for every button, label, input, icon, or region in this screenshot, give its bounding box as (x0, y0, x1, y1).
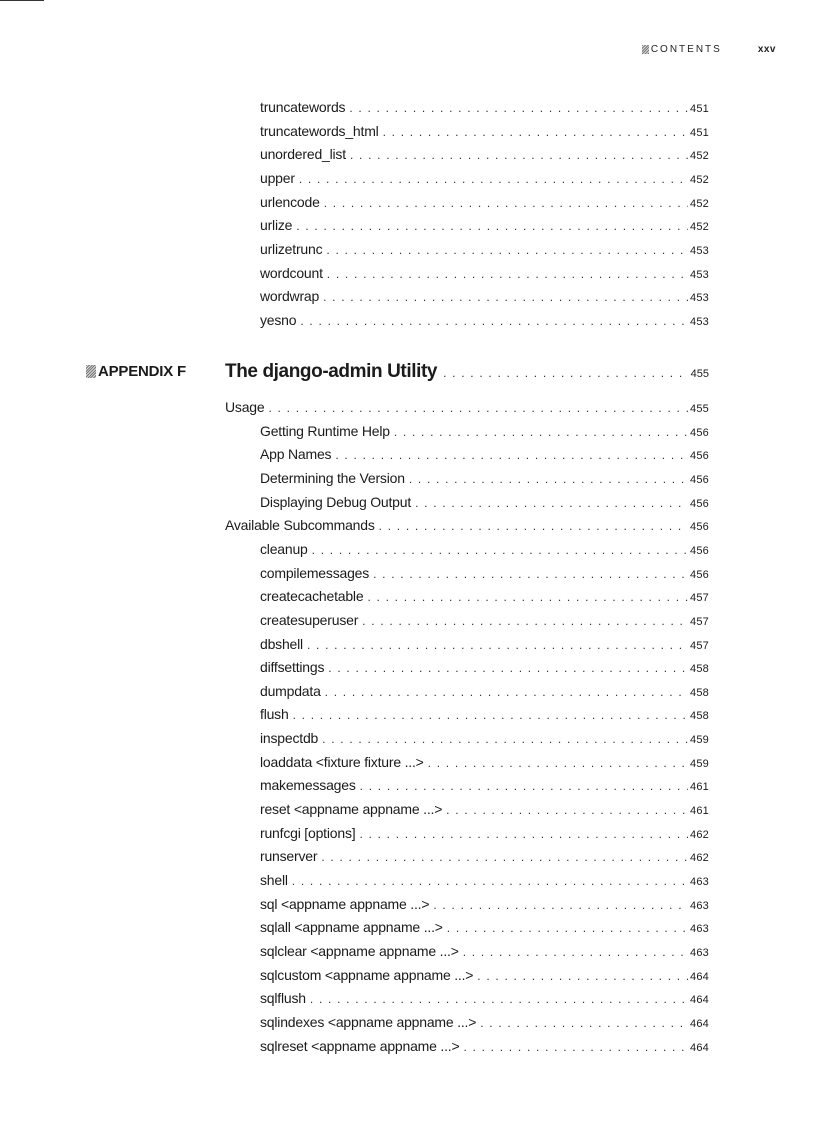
toc-entry[interactable] (260, 800, 709, 820)
toc-entry-title: Available Subcommands (225, 517, 375, 534)
toc-entry[interactable] (260, 989, 709, 1009)
toc-entry-title: wordcount (260, 264, 323, 281)
toc-entry-title: inspectdb (260, 730, 319, 747)
toc-entry-title: dbshell (260, 635, 303, 652)
toc-entry-page: 464 (690, 994, 709, 1007)
toc-entry[interactable] (260, 942, 709, 962)
leader-dots (362, 612, 688, 630)
toc-entry-title: createsuperuser (260, 611, 359, 628)
toc-entry-title: sqlcustom <appname appname ...> (260, 966, 474, 983)
toc-entry[interactable] (260, 122, 709, 142)
leader-dots (477, 967, 688, 985)
leader-dots (296, 217, 688, 235)
leader-dots (443, 366, 689, 380)
toc-entry-page: 457 (690, 615, 709, 628)
toc-entry-page: 463 (690, 923, 709, 936)
toc-entry-title: loaddata <fixture fixture ...> (260, 753, 424, 770)
toc-entry-page: 463 (690, 876, 709, 888)
toc-entry-title: upper (260, 169, 295, 186)
leader-dots (325, 683, 688, 701)
toc-entry[interactable] (260, 729, 709, 749)
toc-entry-title: truncatewords_html (260, 122, 379, 139)
toc-entry[interactable] (260, 895, 709, 915)
leader-dots (446, 801, 688, 819)
leader-dots (335, 446, 688, 464)
toc-entry[interactable] (260, 311, 709, 331)
leader-dots (292, 872, 688, 890)
toc-entry-page: 464 (690, 970, 709, 983)
toc-entry-title: sqlall <appname appname ...> (260, 919, 443, 936)
toc-entry-page: 457 (690, 592, 709, 605)
leader-dots (326, 241, 688, 259)
toc-entry[interactable] (260, 966, 709, 986)
leader-dots (373, 565, 688, 583)
leader-dots (463, 1038, 688, 1056)
toc-entry-title: shell (260, 872, 288, 888)
toc-entry-title: runfcgi [options] (260, 824, 356, 841)
toc-entry-title: sqlclear <appname appname ...> (260, 942, 459, 959)
leader-dots (299, 170, 688, 188)
toc-entry-page: 453 (690, 292, 709, 305)
toc-entry-title: diffsettings (260, 659, 325, 676)
toc-entry[interactable] (260, 635, 709, 655)
leader-dots (379, 517, 688, 535)
toc-entry-title: createcachetable (260, 588, 364, 605)
toc-entry-page: 458 (690, 686, 709, 699)
toc-entry[interactable] (260, 847, 709, 867)
toc-entry-title: Determining the Version (260, 469, 405, 486)
toc-entry-page: 453 (690, 244, 709, 257)
leader-dots (480, 1014, 688, 1032)
toc-entry-page: 464 (690, 1041, 709, 1054)
toc-entry-title: makemessages (260, 777, 356, 794)
toc-entry[interactable] (260, 658, 709, 678)
leader-dots (327, 265, 688, 283)
toc-entry-title: flush (260, 706, 289, 723)
leader-dots (360, 777, 688, 795)
toc-entry-title: urlize (260, 217, 293, 234)
toc-entry[interactable] (225, 398, 709, 418)
toc-entry[interactable] (260, 240, 709, 260)
toc-entry[interactable] (260, 824, 709, 844)
toc-entry-page: 453 (690, 268, 709, 281)
leader-dots (324, 194, 688, 212)
toc-entry[interactable] (260, 776, 709, 796)
toc-entry-page: 461 (690, 805, 709, 818)
toc-entry[interactable] (260, 871, 709, 891)
running-head (642, 44, 776, 55)
section-marker-icon (642, 45, 649, 54)
toc-entry-page: 452 (690, 221, 709, 234)
toc-entry-title: dumpdata (260, 682, 321, 699)
leader-dots (383, 123, 688, 141)
leader-dots (268, 399, 688, 417)
toc-entry-title: sqlreset <appname appname ...> (260, 1037, 460, 1054)
toc-entry-title: runserver (260, 848, 318, 865)
chapter-title: The django-admin Utility (225, 361, 438, 382)
toc-entry[interactable] (260, 682, 709, 702)
leader-dots (415, 494, 688, 512)
leader-dots (433, 896, 688, 914)
leader-dots (428, 754, 688, 772)
chapter-entry[interactable] (225, 361, 709, 383)
leader-dots (359, 825, 688, 843)
toc-entry[interactable] (260, 445, 709, 465)
toc-entry-page: 459 (690, 734, 709, 747)
toc-entry[interactable] (260, 587, 709, 607)
toc-entry[interactable] (260, 216, 709, 236)
toc-entry-page: 456 (690, 521, 709, 534)
leader-dots (367, 588, 688, 606)
toc-entry[interactable] (260, 1013, 709, 1033)
toc-entry[interactable] (260, 169, 709, 189)
toc-entry-page: 459 (690, 757, 709, 770)
toc-entry[interactable] (260, 264, 709, 284)
leader-dots (300, 312, 688, 330)
running-head-section: CONTENTS (650, 44, 722, 55)
toc-entry[interactable] (260, 422, 709, 442)
toc-entry-page: 456 (690, 568, 709, 581)
leader-dots (350, 146, 688, 164)
toc-entry-page: 456 (690, 497, 709, 510)
toc-entry[interactable] (260, 705, 709, 725)
toc-entry-title: cleanup (260, 540, 308, 557)
toc-entry-page: 452 (690, 150, 709, 163)
toc-entry-page: 458 (690, 663, 709, 676)
toc-entry-page: 461 (690, 781, 709, 794)
appendix-marker-icon (86, 365, 96, 378)
leader-dots (310, 990, 688, 1008)
leader-dots (321, 848, 688, 866)
toc-entry-page: 452 (690, 197, 709, 210)
toc-entry-title: urlizetrunc (260, 240, 323, 257)
toc-entry-title: sqlindexes <appname appname ...> (260, 1013, 477, 1030)
toc-entry[interactable] (260, 611, 709, 631)
leader-dots (293, 706, 688, 724)
appendix-label (86, 363, 186, 380)
corner-rule (0, 0, 44, 1)
leader-dots (463, 943, 688, 961)
toc-entry-title: urlencode (260, 193, 320, 210)
toc-entry-title: Getting Runtime Help (260, 422, 390, 439)
toc-entry-title: wordwrap (260, 288, 320, 305)
leader-dots (307, 636, 688, 654)
running-head-page-number: xxv (757, 44, 776, 55)
toc-entry-page: 462 (690, 828, 709, 841)
toc-entry-page: 456 (690, 426, 709, 439)
toc-entry[interactable] (260, 753, 709, 773)
toc-entry-title: sql <appname appname ...> (260, 895, 430, 912)
toc-entry-title: Displaying Debug Output (260, 493, 412, 510)
toc-entry[interactable] (260, 98, 709, 118)
toc-entry-page: 452 (690, 173, 709, 186)
toc-entry[interactable] (260, 918, 709, 938)
appendix-label-text: APPENDIX F (98, 363, 187, 380)
toc-entry[interactable] (260, 1037, 709, 1057)
toc-entry[interactable] (260, 493, 709, 513)
toc-entry-title: reset <appname appname ...> (260, 801, 443, 818)
toc-entry-page: 463 (690, 899, 709, 912)
leader-dots (322, 730, 688, 748)
toc-entry-page: 456 (690, 544, 709, 557)
toc-entry[interactable] (225, 516, 709, 536)
toc-entry-title: sqlflush (260, 990, 306, 1007)
toc-entry-title: yesno (260, 311, 297, 328)
toc-entry-page: 453 (690, 315, 709, 328)
toc-entry-page: 456 (690, 473, 709, 486)
leader-dots (409, 470, 688, 488)
toc-entry[interactable] (260, 145, 709, 165)
toc-entry-page: 463 (690, 946, 709, 959)
leader-dots (312, 541, 688, 559)
toc-entry-page: 458 (690, 710, 709, 723)
toc-entry-page: 451 (690, 103, 709, 115)
toc-entry-page: 464 (690, 1017, 709, 1030)
toc-entry[interactable] (260, 193, 709, 213)
toc-entry[interactable] (260, 469, 709, 489)
chapter-page: 455 (690, 368, 709, 380)
leader-dots (349, 99, 688, 117)
toc-entry[interactable] (260, 564, 709, 584)
toc-entry[interactable] (260, 287, 709, 307)
leader-dots (328, 659, 688, 677)
leader-dots (394, 423, 688, 441)
toc-entry-page: 456 (690, 450, 709, 463)
toc-entry-title: truncatewords (260, 99, 346, 115)
toc-entry-page: 457 (690, 639, 709, 652)
leader-dots (447, 919, 688, 937)
toc-entry[interactable] (260, 540, 709, 560)
toc-entry-page: 451 (690, 126, 709, 139)
toc-entry-page: 455 (690, 403, 709, 415)
toc-entry-title: unordered_list (260, 146, 346, 163)
toc-entry-page: 462 (690, 852, 709, 865)
leader-dots (323, 288, 688, 306)
toc-entry-title: App Names (260, 446, 332, 463)
toc-entry-title: compilemessages (260, 564, 370, 581)
toc-entry-title: Usage (225, 399, 265, 415)
